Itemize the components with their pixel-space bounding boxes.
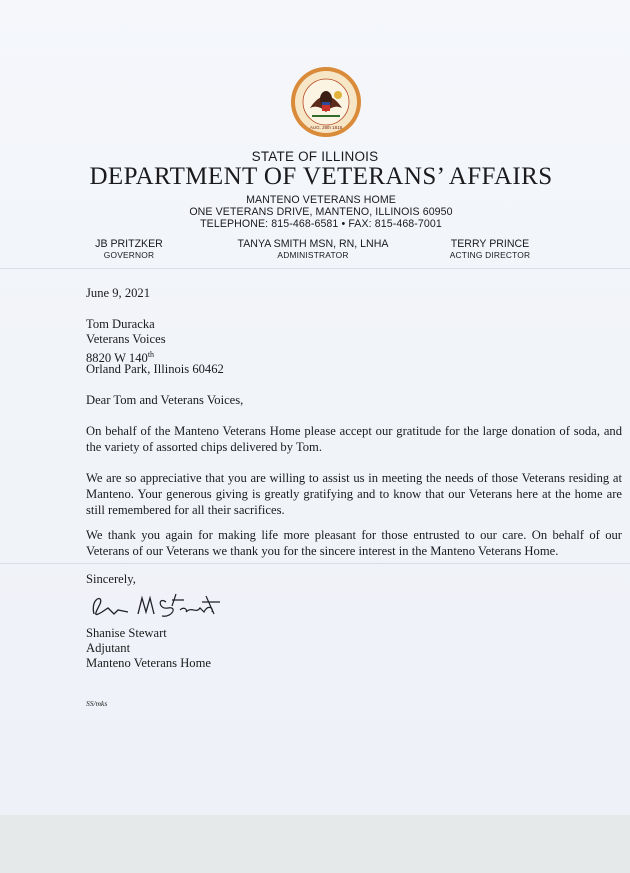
official-director (440, 238, 540, 260)
closing: Sincerely, (86, 572, 136, 586)
official-administrator (228, 238, 398, 260)
body-paragraph-1: On behalf of the Manteno Veterans Home please accept our gratitude for the large donation of soda, and the variety of assorted chips delivered by Tom. (86, 424, 622, 454)
official-name: TANYA SMITH MSN, RN, LNHA (237, 238, 389, 250)
signer-name: Shanise Stewart (86, 626, 167, 640)
phone-fax: TELEPHONE: 815-468-6581 • FAX: 815-468-7001 (200, 218, 442, 230)
recipient-city: Orland Park, Illinois 60462 (86, 362, 224, 376)
recipient-org: Veterans Voices (86, 332, 166, 346)
home-address: ONE VETERANS DRIVE, MANTENO, ILLINOIS 60950 (189, 206, 453, 218)
body-paragraph-3: We thank you again for making life more pleasant for those entrusted to our care. On behalf of our Veterans of our Veterans we thank you for the sincere interest in the Manteno Veterans Home. (86, 528, 622, 558)
department-title: DEPARTMENT OF VETERANS’ AFFAIRS (89, 163, 553, 190)
body-paragraph-2: We are so appreciative that you are willing to assist us in meeting the needs of those Veterans residing at Manteno. Your generous giving is greatly gratifying and to know that our Veterans here at the home are still remembered for all their sacrifices. (86, 471, 622, 517)
home-name: MANTENO VETERANS HOME (246, 194, 396, 206)
salutation: Dear Tom and Veterans Voices, (86, 393, 244, 407)
scan-background (0, 815, 630, 873)
official-title: ADMINISTRATOR (277, 250, 349, 260)
illinois-state-seal-icon (290, 66, 362, 138)
state-heading: STATE OF ILLINOIS (251, 149, 379, 164)
street-number: 8820 W 140 (86, 351, 148, 366)
paper-fold-line (0, 563, 630, 564)
signer-title: Adjutant (86, 641, 131, 655)
street-suffix: th (147, 350, 155, 359)
official-name: JB PRITZKER (95, 238, 163, 250)
official-title: GOVERNOR (103, 250, 155, 260)
letter-date: June 9, 2021 (86, 286, 151, 300)
official-title: ACTING DIRECTOR (449, 250, 531, 260)
handwritten-signature (88, 588, 228, 624)
official-name: TERRY PRINCE (450, 238, 530, 250)
typist-initials: SS/mks (86, 699, 108, 708)
paper-fold-line (0, 268, 630, 269)
signer-org: Manteno Veterans Home (86, 656, 211, 670)
official-governor (84, 238, 174, 260)
seal-date: AUG. 26th 1818 (309, 125, 343, 130)
recipient-name: Tom Duracka (86, 317, 155, 331)
